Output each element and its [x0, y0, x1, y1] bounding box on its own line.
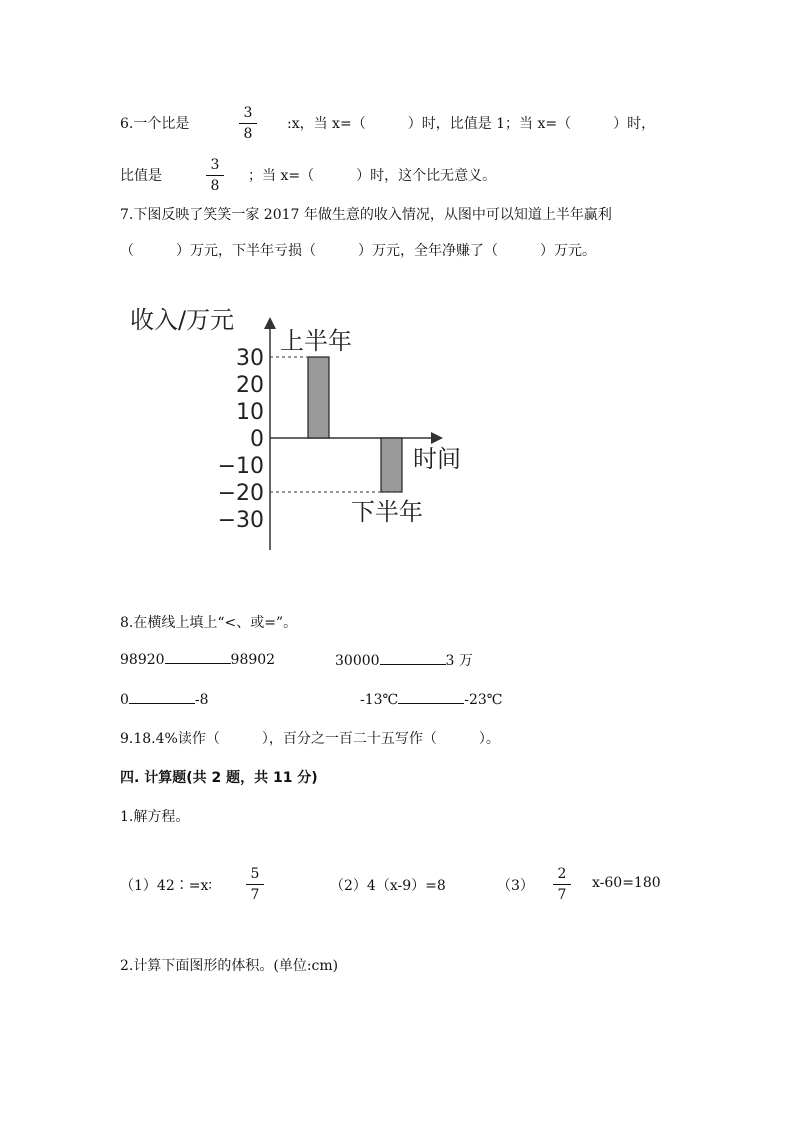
answer-blank[interactable]	[398, 690, 464, 704]
y-tick-label: 0	[250, 427, 264, 452]
bar-2	[381, 438, 402, 492]
q6-fraction-2	[203, 157, 227, 194]
q6-line1-prefix: 6.一个比是	[120, 116, 190, 132]
q8-item-1	[120, 650, 275, 668]
fraction-numerator: 3	[243, 105, 253, 121]
fraction-numerator: 2	[557, 866, 567, 882]
answer-blank[interactable]	[165, 650, 231, 664]
q6-line2-prefix: 比值是	[120, 168, 162, 184]
q7-line2: （ ）万元，下半年亏损（ ）万元，全年净赚了（ ）万元。	[120, 243, 596, 259]
fraction-numerator: 3	[210, 157, 220, 173]
q8-title: 8.在横线上填上“<、或=”。	[120, 615, 298, 631]
calc1-title: 1.解方程。	[120, 809, 190, 825]
bar-1	[308, 357, 329, 438]
q7-line1: 7.下图反映了笑笑一家 2017 年做生意的收入情况，从图中可以知道上半年赢利	[120, 207, 612, 223]
y-axis-label: 收入/万元	[130, 306, 235, 334]
section-4-title: 四. 计算题(共 2 题，共 11 分)	[120, 770, 318, 786]
q8-item-left: 98920	[120, 652, 165, 668]
y-tick-label: −30	[217, 508, 264, 533]
calc1-eq3-fraction	[550, 866, 574, 903]
q6-fraction-1	[236, 105, 260, 142]
bar-label: 下半年	[351, 498, 423, 526]
bar-label: 上半年	[280, 327, 352, 355]
income-chart	[115, 295, 485, 570]
q8-item-left: 0	[120, 692, 129, 708]
calc1-eq2: （2）4（x-9）=8	[330, 878, 446, 894]
y-tick-label: 30	[236, 346, 264, 371]
fraction-denominator: 7	[557, 887, 567, 903]
calc1-eq1-fraction	[243, 866, 267, 903]
q8-item-right: 98902	[230, 652, 276, 668]
x-axis-label: 时间	[413, 445, 461, 473]
calc1-eq3-prefix: （3）	[497, 878, 534, 894]
y-tick-label: 10	[236, 400, 264, 425]
y-tick-label: −20	[217, 481, 264, 506]
q8-item-3	[120, 690, 209, 708]
q8-item-right: 3 万	[445, 653, 473, 669]
fraction-numerator: 5	[250, 866, 260, 882]
calc2-title: 2.计算下面图形的体积。(单位:cm)	[120, 958, 339, 974]
fraction-bar	[553, 884, 571, 885]
q6-line2-suffix: ；当 x=（ ）时，这个比无意义。	[248, 168, 497, 184]
y-tick-label: −10	[217, 454, 264, 479]
y-tick-label: 20	[236, 373, 264, 398]
q8-item-left: 30000	[335, 653, 380, 669]
calc1-eq1-prefix: （1）42∶=x∶	[120, 878, 212, 894]
q8-item-right: -23℃	[464, 692, 503, 708]
fraction-denominator: 7	[250, 887, 260, 903]
q8-item-4	[360, 690, 502, 708]
fraction-denominator: 8	[243, 126, 253, 142]
answer-blank[interactable]	[380, 651, 446, 665]
fraction-bar	[246, 884, 264, 885]
q8-item-right: -8	[194, 692, 209, 708]
q6-line1-suffix: :x，当 x=（ ）时，比值是 1；当 x=（ ）时，	[287, 116, 656, 132]
fraction-denominator: 8	[210, 178, 220, 194]
q9-text: 9.18.4%读作（ ），百分之一百二十五写作（ ）。	[120, 731, 500, 747]
q8-item-2	[335, 650, 473, 670]
answer-blank[interactable]	[129, 690, 195, 704]
fraction-bar	[239, 123, 257, 124]
q8-item-left: -13℃	[360, 692, 399, 708]
fraction-bar	[206, 175, 224, 176]
calc1-eq3-suffix: x-60=180	[592, 875, 661, 891]
